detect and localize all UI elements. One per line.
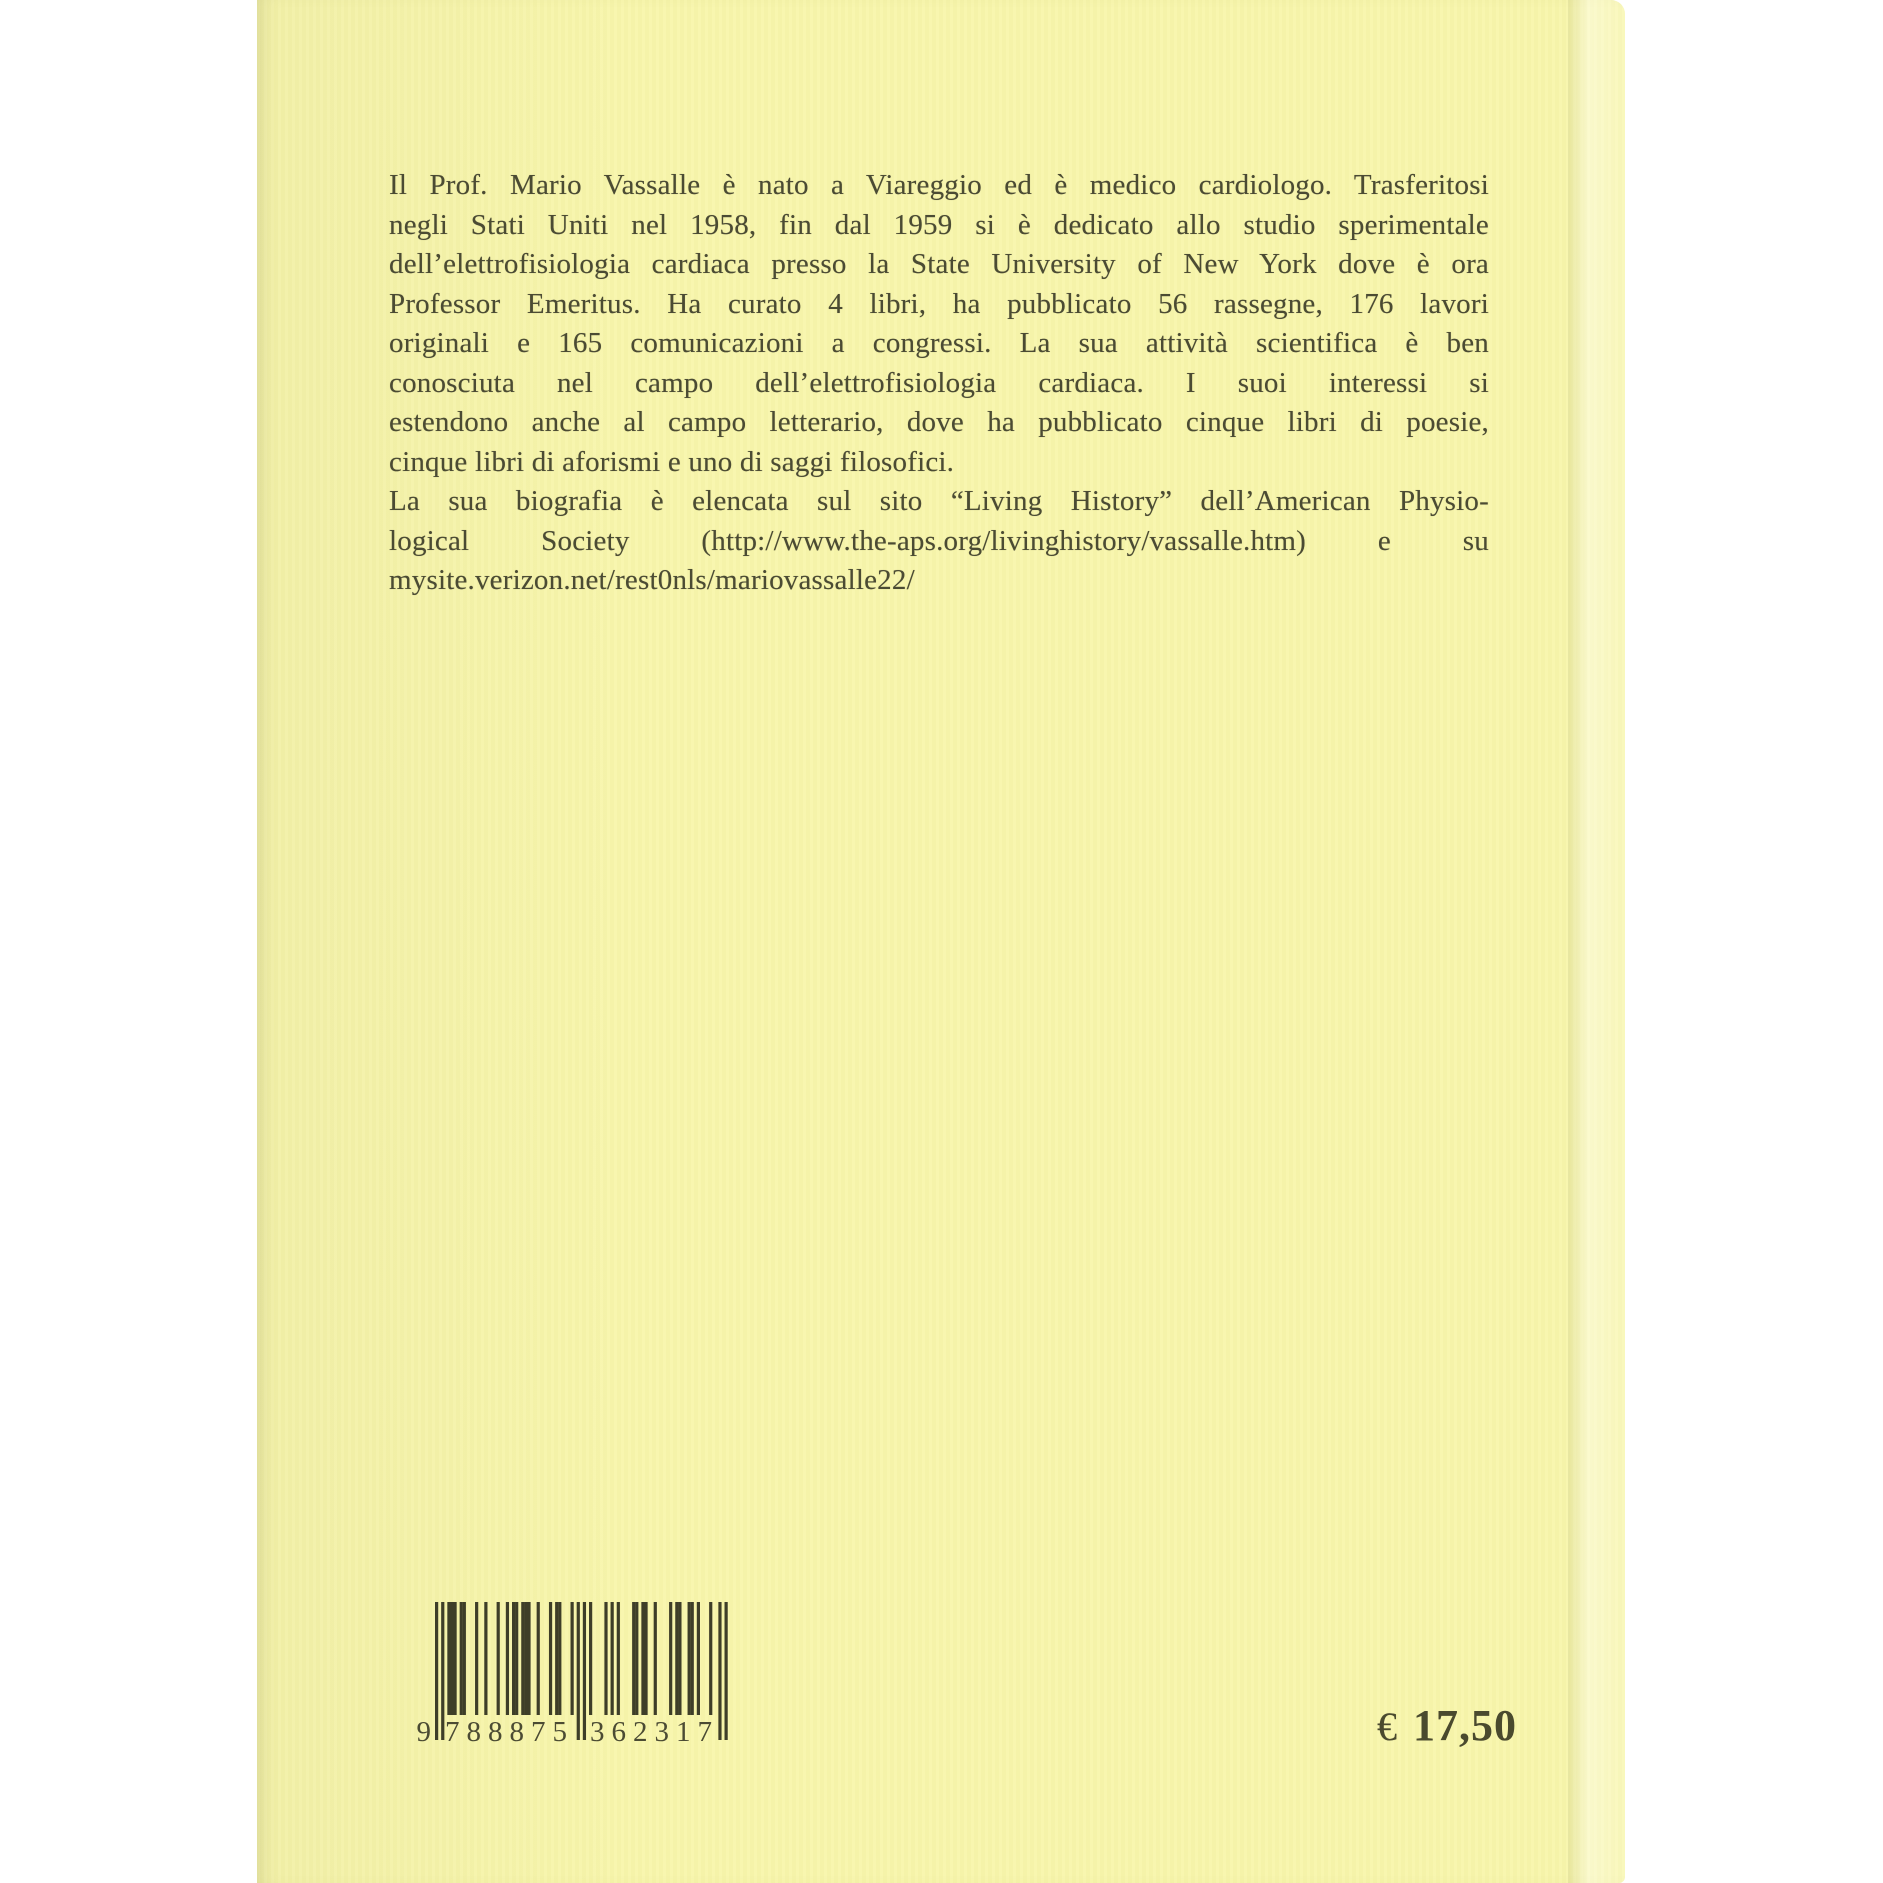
bio-line: mysite.verizon.net/rest0nls/mariovassalle22/ — [389, 564, 915, 596]
bio-line: negli Stati Uniti nel 1958, fin dal 1959 si è dedicato allo studio sperimentale — [389, 208, 1489, 241]
bio-line: conosciuta nel campo dell’elettrofisiologia cardiaca. I suoi interessi si — [389, 366, 1489, 399]
book-cover — [257, 0, 1625, 1883]
cover-edge-highlight — [1569, 0, 1625, 1883]
bio-line: originali e 165 comunicazioni a congressi. La sua attività scientifica è ben — [389, 327, 1489, 359]
bio-text — [389, 166, 1489, 601]
bio-line: logical Society (http://www.the-aps.org/livinghistory/vassalle.htm) e su — [389, 524, 1489, 557]
barcode-right-digits: 362317 — [590, 1716, 719, 1748]
barcode-left-digits: 788875 — [445, 1716, 574, 1748]
bio-line: Il Prof. Mario Vassalle è nato a Viareggio ed è medico cardiologo. Trasferitosi — [389, 169, 1489, 201]
barcode-first-digit: 9 — [416, 1716, 431, 1748]
bio-line: estendono anche al campo letterario, dove ha pubblicato cinque libri di poesie, — [389, 406, 1489, 438]
bio-line: cinque libri di aforismi e uno di saggi filosofici. — [389, 445, 955, 478]
euro-currency-symbol: € — [1377, 1704, 1397, 1749]
bio-line: Professor Emeritus. Ha curato 4 libri, ha pubblicato 56 rassegne, 176 lavori — [389, 287, 1489, 320]
bio-line: dell’elettrofisiologia cardiaca presso la State University of New York dove è ora — [389, 248, 1489, 280]
price — [1377, 1700, 1517, 1751]
bio-line: La sua biografia è elencata sul sito “Living History” dell’American Physio- — [389, 485, 1489, 517]
price-amount: 17,50 — [1413, 1701, 1517, 1750]
barcode — [416, 1602, 728, 1754]
